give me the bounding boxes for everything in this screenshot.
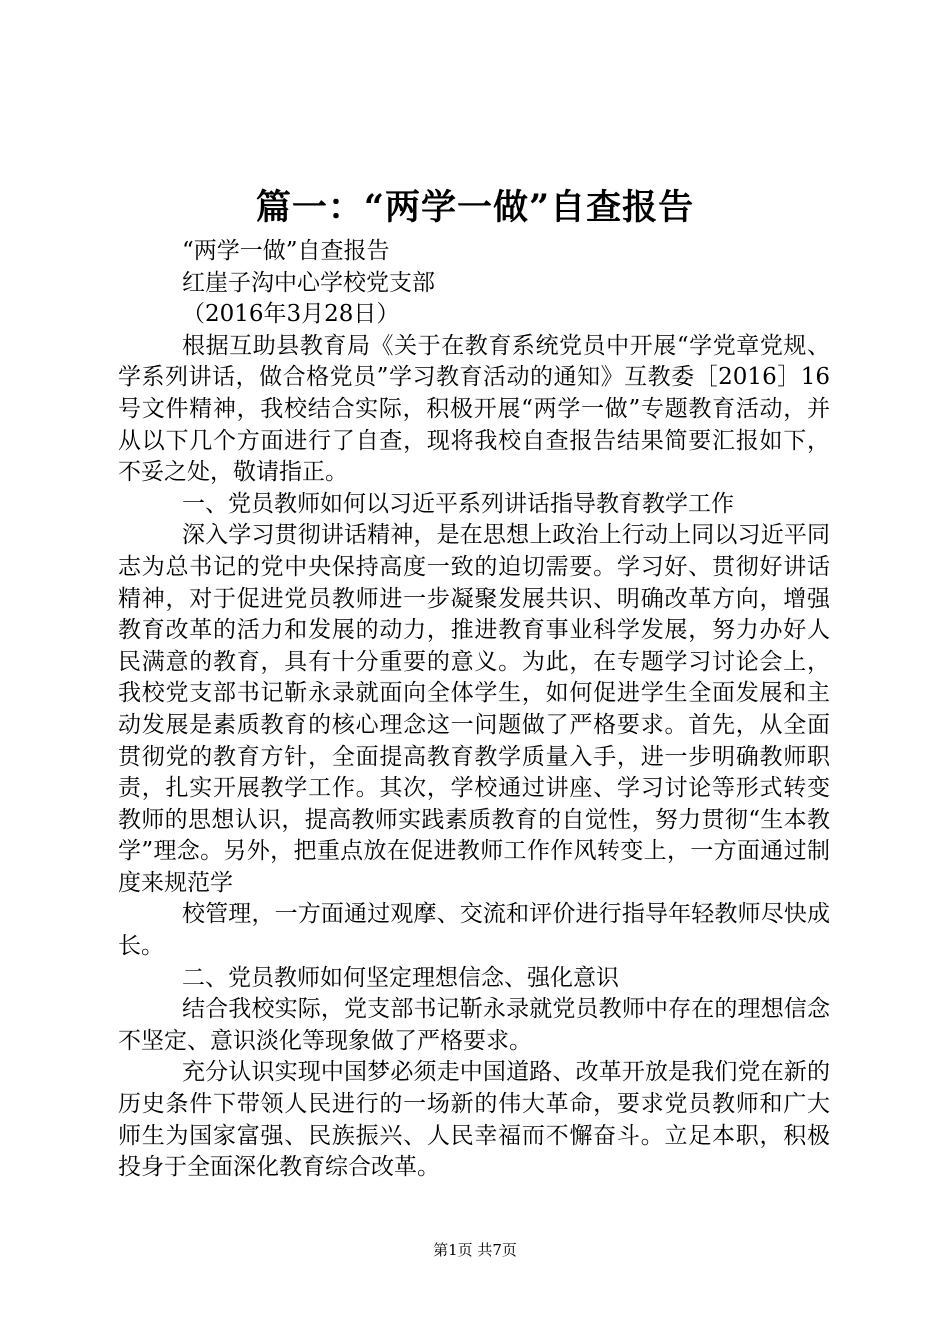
- section-heading-1: 一、党员教师如何以习近平系列讲话指导教育教学工作: [182, 490, 734, 517]
- paragraph-section-1-cont: 校管理，一方面通过观摩、交流和评价进行指导年轻教师尽快成长。: [118, 901, 830, 960]
- paragraph-subtitle: “两学一做”自查报告: [182, 238, 390, 264]
- paragraph-section-2: 结合我校实际，党支部书记靳永录就党员教师中存在的理想信念不坚定、意识淡化等现象做了严格要求。: [118, 996, 830, 1054]
- page-number: 第1页 共7页: [433, 1241, 517, 1259]
- paragraph-date: （2016年3月28日）: [182, 301, 400, 328]
- document-body: [118, 236, 830, 1184]
- paragraph-intro: 根据互助县教育局《关于在教育系统党员中开展“学党章党规、学系列讲话，做合格党员”学习教育活动的通知》互教委［2016］16号文件精神，我校结合实际，积极开展“两学一做”专题教育活动，并从以下几个方面进行了自查，现将我校自查报告结果简要汇报如下，不妥之处，敬请指正。: [118, 332, 830, 486]
- paragraph-organization: 红崖子沟中心学校党支部: [182, 269, 435, 296]
- paragraph-section-1: 深入学习贯彻讲话精神，是在思想上政治上行动上同以习近平同志为总书记的党中央保持高度一致的迫切需要。学习好、贯彻好讲话精神，对于促进党员教师进一步凝聚发展共识、明确改革方向，增强教育改革的活力和发展的动力，推进教育事业科学发展，努力办好人民满意的教育，具有十分重要的意义。为此，在专题学习讨论会上，我校党支部书记靳永录就面向全体学生，如何促进学生全面发展和主动发展是素质教育的核心理念这一问题做了严格要求。首先，从全面贯彻党的教育方针，全面提高教育教学质量入手，进一步明确教师职责，扎实开展教学工作。其次，学校通过讲座、学习讨论等形式转变教师的思想认识，提高教师实践素质教育的自觉性，努力贯彻“生本教学”理念。另外，把重点放在促进教师工作作风转变上，一方面通过制度来规范学: [118, 522, 830, 896]
- document-title: 篇一：“两学一做”自查报告: [255, 187, 695, 228]
- section-heading-2: 二、党员教师如何坚定理想信念、强化意识: [182, 964, 619, 991]
- paragraph-section-2b: 充分认识实现中国梦必须走中国道路、改革开放是我们党在新的历史条件下带领人民进行的一场新的伟大革命，要求党员教师和广大师生为国家富强、民族振兴、人民幸福而不懈奋斗。立足本职，积极投身于全面深化教育综合改革。: [118, 1059, 830, 1181]
